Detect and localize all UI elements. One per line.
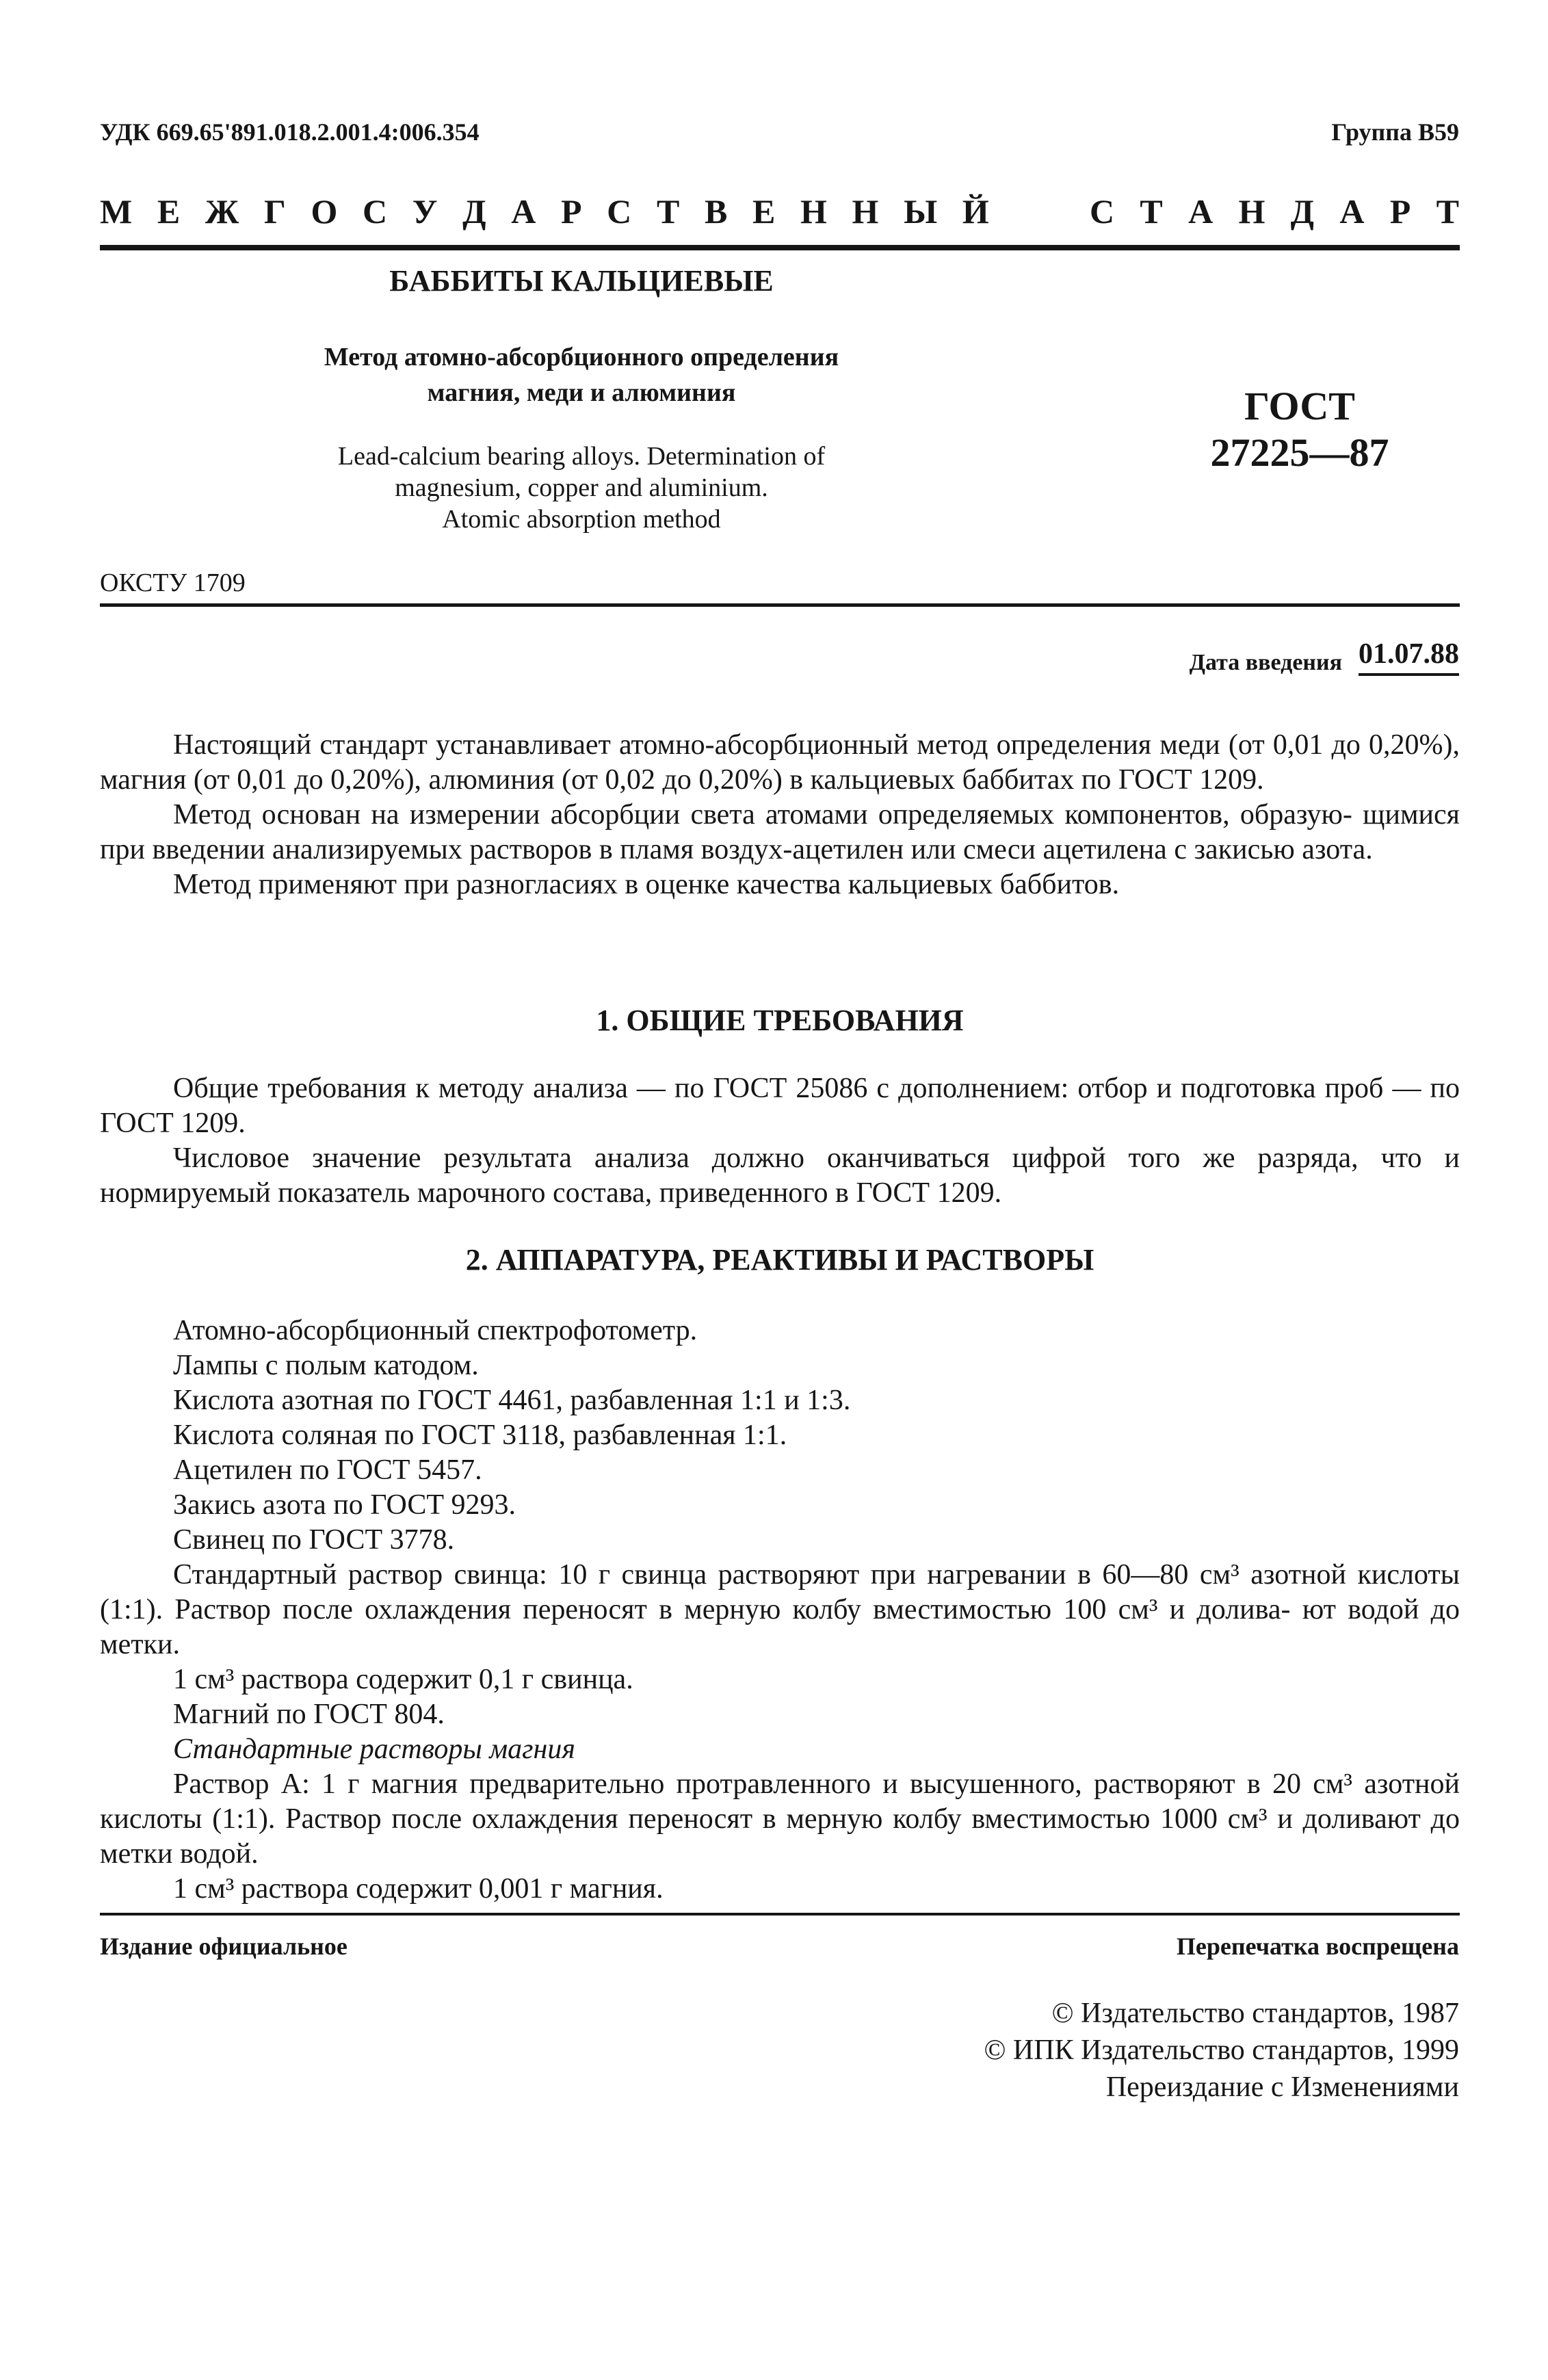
banner-letter: А	[1339, 192, 1365, 231]
text-line: ГОСТ 1209.	[1118, 764, 1264, 796]
top-rule	[100, 245, 1460, 250]
text-line: Раствор А: 1 г магния предварительно протравленного и высушенного, растворяют в 20 см³	[173, 1768, 1353, 1800]
subtitle-line: магния, меди и алюминия	[427, 378, 736, 407]
list-item: Кислота азотная по ГОСТ 4461, разбавленная 1:1 и 1:3.	[173, 1385, 851, 1416]
group-code: Группа В59	[1331, 118, 1459, 146]
banner-letter: Й	[962, 192, 989, 231]
text-line: азотной кислоты (1:1). Раствор после охлаждения переносят в мерную колбу вместимостью 1000 см³	[100, 1768, 1460, 1835]
list-item: 1 см³ раствора содержит 0,1 г свинца.	[173, 1664, 633, 1695]
section-paragraph	[100, 1558, 1460, 1662]
section-paragraph	[100, 1141, 1460, 1211]
list-item: Атомно-абсорбционный спектрофотометр.	[173, 1315, 698, 1346]
banner-letter: Н	[800, 192, 827, 231]
section-heading: 2. АППАРАТУРА, РЕАКТИВЫ И РАСТВОРЫ	[465, 1243, 1094, 1277]
text-line: проб — по ГОСТ 1209.	[100, 1073, 1460, 1139]
document-title: БАББИТЫ КАЛЬЦИЕВЫЕ	[389, 264, 774, 298]
text-line: закисью азота.	[1194, 834, 1373, 865]
okstu-code: ОКСТУ 1709	[100, 568, 246, 597]
banner-letter: Д	[462, 192, 486, 231]
banner-letter: Г	[263, 192, 286, 231]
banner-word-standard	[1090, 192, 1459, 231]
banner-letter: С	[1090, 192, 1115, 231]
copyright-block	[984, 1995, 1459, 2106]
section-paragraph	[100, 1071, 1460, 1141]
text-line: ют водой до метки.	[100, 1594, 1460, 1660]
intro-paragraph	[100, 728, 1460, 798]
banner-letter: О	[311, 192, 338, 231]
banner-letter: А	[511, 192, 536, 231]
banner-letter: С	[363, 192, 388, 231]
text-line: 0,01 до 0,20%), магния (от 0,01 до 0,20%), алюминия (от 0,02 до 0,20%) в кальциевых баббитах по	[100, 729, 1460, 796]
text-line: кислоты (1:1). Раствор после охлаждения переносят в мерную колбу вместимостью 100 см³ и долива-	[100, 1559, 1460, 1625]
text-line: Метод основан на измерении абсорбции света атомами определяемых компонентов, образую-	[173, 799, 1352, 831]
banner-letter: В	[704, 192, 728, 231]
banner-letter: Ы	[904, 192, 938, 231]
list-item: Кислота соляная по ГОСТ 3118, разбавленная 1:1.	[173, 1420, 787, 1451]
banner-letter: Н	[1238, 192, 1265, 231]
intro-paragraph: Метод применяют при разногласиях в оценке качества кальциевых баббитов.	[173, 869, 1120, 900]
section-paragraph	[100, 1767, 1460, 1872]
banner-letter: М	[100, 192, 133, 231]
date-label: Дата введения	[1189, 650, 1342, 675]
udk-code: УДК 669.65'891.018.2.001.4:006.354	[100, 118, 480, 146]
text-line: Стандартный раствор свинца: 10 г свинца растворяют при нагревании в 60—80 см³ азотной	[173, 1559, 1346, 1591]
banner-letter: У	[412, 192, 438, 231]
introduction-date	[1190, 638, 1459, 676]
banner-letter: Ж	[205, 192, 239, 231]
section-heading: 1. ОБЩИЕ ТРЕБОВАНИЯ	[596, 1004, 964, 1037]
english-title-line: Atomic absorption method	[442, 505, 721, 534]
banner-letter: Т	[656, 192, 680, 231]
list-item: Ацетилен по ГОСТ 5457.	[173, 1454, 482, 1486]
footer-rule	[100, 1913, 1460, 1915]
text-line: нормируемый показатель марочного состава, приведенного в ГОСТ 1209.	[100, 1177, 1002, 1209]
reissue-note: Переиздание с Изменениями	[1105, 2071, 1459, 2103]
footer-official-edition: Издание официальное	[100, 1933, 347, 1960]
gost-designation	[1163, 383, 1437, 476]
text-line: и доливают до метки водой.	[100, 1803, 1460, 1870]
text-line: Настоящий стандарт устанавливает атомно-абсорбционный метод определения меди (от	[173, 729, 1265, 761]
banner-letter: Н	[852, 192, 879, 231]
banner-letter: С	[607, 192, 632, 231]
banner-word-interstate	[100, 192, 989, 231]
text-line: Числовое значение результата анализа должно оканчиваться цифрой того же разряда, что и	[173, 1142, 1460, 1174]
text-line: щимися при введении анализируемых растворов в пламя воздух-ацетилен или смеси ацетилена с	[100, 799, 1460, 865]
english-title-line: magnesium, copper and aluminium.	[395, 473, 768, 502]
banner-letter: Т	[1140, 192, 1163, 231]
gost-number: 27225—87	[1210, 430, 1389, 475]
gost-label: ГОСТ	[1244, 384, 1355, 428]
intro-paragraph	[100, 798, 1460, 867]
interstate-standard-banner	[100, 192, 1459, 231]
banner-letter: Т	[1436, 192, 1459, 231]
subtitle-line: Метод атомно-абсорбционного определения	[324, 343, 839, 371]
list-item: Закись азота по ГОСТ 9293.	[173, 1489, 516, 1521]
english-title	[0, 441, 1163, 535]
copyright-line: © Издательство стандартов, 1987	[1051, 1998, 1459, 2029]
date-value: 01.07.88	[1359, 638, 1459, 676]
text-line: Общие требования к методу анализа — по ГОСТ 25086 с дополнением: отбор и подготовка	[173, 1073, 1316, 1104]
banner-letter: Е	[157, 192, 181, 231]
document-subtitle	[0, 339, 1163, 410]
intro-section	[100, 728, 1460, 902]
copyright-line: © ИПК Издательство стандартов, 1999	[984, 2035, 1459, 2066]
section-1-body	[100, 1071, 1460, 1211]
list-item: Лампы с полым катодом.	[173, 1350, 479, 1381]
list-item: Магний по ГОСТ 804.	[173, 1699, 445, 1730]
section-1	[100, 1003, 1460, 1038]
banner-letter: Д	[1290, 192, 1315, 231]
subsection-heading: Стандартные растворы магния	[173, 1734, 575, 1765]
list-item: 1 см³ раствора содержит 0,001 г магния.	[173, 1873, 664, 1905]
footer-reprint-prohibited: Перепечатка воспрещена	[1176, 1933, 1459, 1960]
banner-letter: Р	[560, 192, 582, 231]
banner-letter: Е	[752, 192, 776, 231]
english-title-line: Lead-calcium bearing alloys. Determination of	[337, 442, 826, 471]
banner-letter: А	[1188, 192, 1214, 231]
list-item: Свинец по ГОСТ 3778.	[173, 1524, 455, 1556]
middle-rule	[100, 603, 1460, 607]
banner-letter: Р	[1389, 192, 1411, 231]
section-2	[100, 1242, 1460, 1277]
section-2-body	[100, 1313, 1460, 1907]
